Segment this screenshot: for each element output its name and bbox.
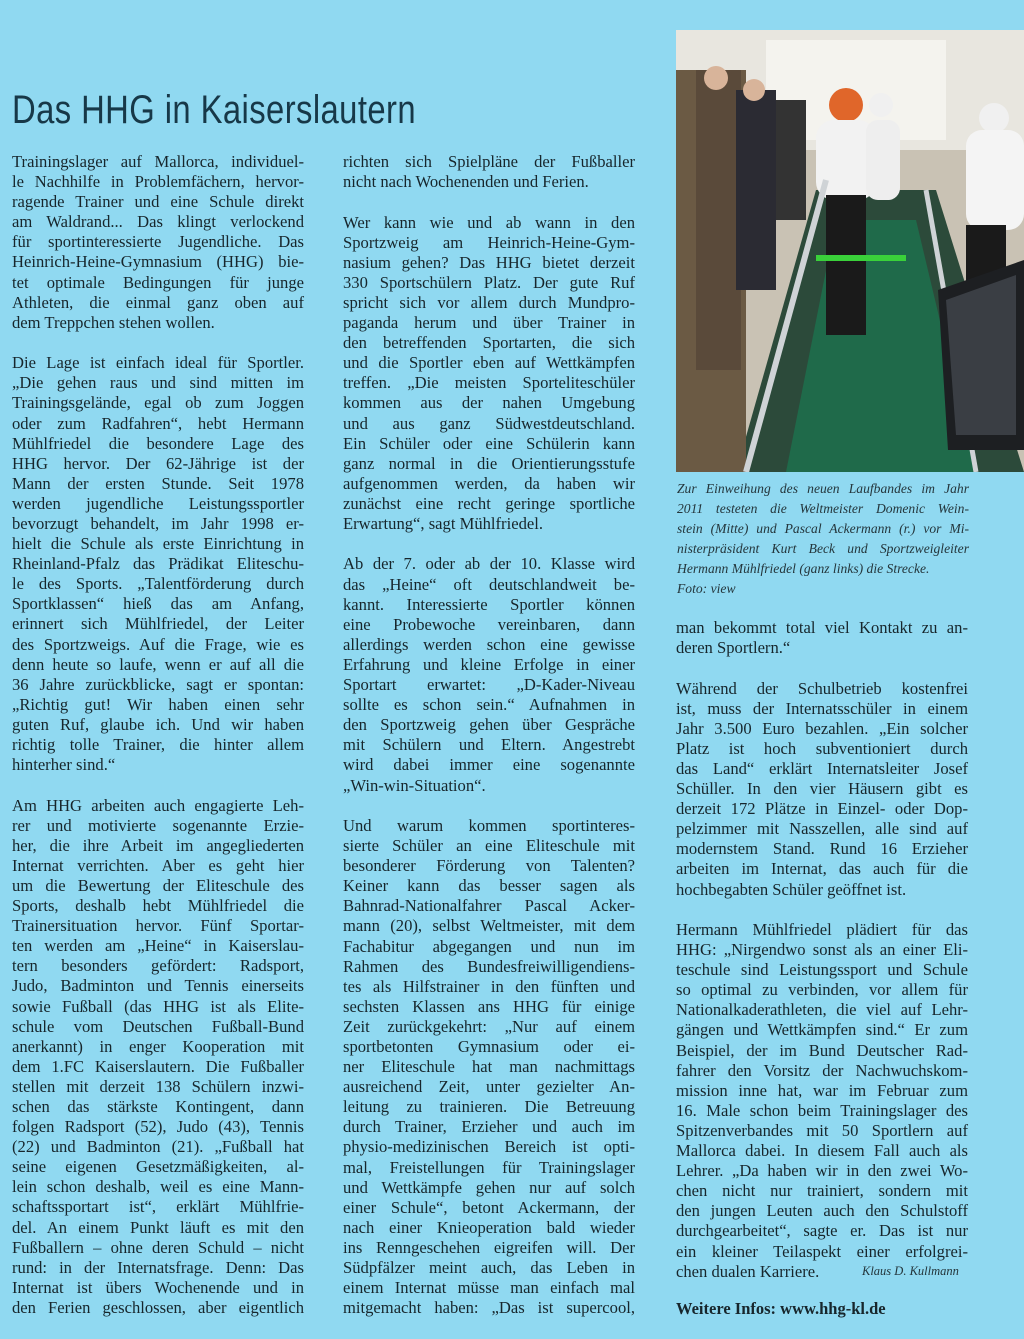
text-line: „Die gehen raus und sind mitten im	[12, 373, 304, 393]
text-line: Bahnrad-Nationalfahrer Pascal Acker-	[343, 896, 635, 916]
text-line: paganda herum und über Trainer in	[343, 313, 635, 333]
text-line: am Waldrand... Das klingt verlockend	[12, 212, 304, 232]
text-line: zunächst eine recht geringe sportliche	[343, 493, 635, 513]
text-line: (22) und Badminton (21). „Fußball hat	[12, 1137, 304, 1157]
text-line: kannt. Interessierte Sportler können	[343, 594, 635, 614]
text-line: werden jugendliche Leistungssportler	[12, 493, 304, 513]
text-line: mal, Freistellungen für Trainingslager	[343, 1157, 635, 1177]
text-line: sportbetonten Gymnasium oder ei-	[343, 1037, 635, 1057]
text-line: man bekommt total viel Kontakt zu an-	[676, 618, 968, 637]
paragraph	[343, 152, 635, 192]
text-line: stellen mit derzeit 138 Schülern inzwi-	[12, 1076, 304, 1096]
text-line: um die Bewertung der Eliteschule des	[12, 875, 304, 895]
text-line: Rahmen des Bundesfreiwilligendiens-	[343, 956, 635, 976]
text-line: modernstem Stand. Rund 16 Erzieher	[676, 839, 968, 859]
text-line: le Nachhilfe in Problemfächern, hervor-	[12, 172, 304, 192]
text-line: so optimal zu verbinden, vor allem für	[676, 980, 968, 1000]
text-line: mission inne hat, war im Februar zum	[676, 1080, 968, 1100]
text-line: Zeit zurückgekehrt: „Nur auf einem	[343, 1016, 635, 1036]
text-line: HHG: „Nirgendwo sonst als an einer Eli-	[676, 940, 968, 960]
text-line: das Land“ erklärt Internatsleiter Josef	[676, 758, 968, 778]
text-line: ten werden am „Heine“ in Kaiserslau-	[12, 936, 304, 956]
text-line: ist, muss der Internatsschüler in einem	[676, 698, 968, 718]
text-line: Mühlfriedel die besondere Lage des	[12, 433, 304, 453]
caption-line: Hermann Mühlfriedel (ganz links) die Strecke.	[677, 561, 930, 576]
caption-line: Zur Einweihung des neuen Laufbandes im Jahr	[677, 481, 969, 496]
text-line: Fachabitur abgegangen und nun im	[343, 936, 635, 956]
text-line: Trainersituation hervor. Fünf Sportar-	[12, 916, 304, 936]
text-line: Schüller. In den vier Häusern gibt es	[676, 779, 968, 799]
text-line: Sportart erwartet: „D-Kader-Niveau	[343, 675, 635, 695]
text-line: und die Sportler eben auf Wettkämpfen	[343, 353, 635, 373]
paragraph	[343, 816, 635, 1318]
text-line: richten sich Spielpläne der Fußballer	[343, 152, 635, 171]
text-line: Platz ist hoch subventioniert durch	[676, 738, 968, 758]
text-line: bevorzugt behandelt, im Jahr 1998 er-	[12, 513, 304, 533]
article-column-1	[12, 152, 304, 1338]
text-line: fahrer den Vorsitz der Nachwuchskom-	[676, 1060, 968, 1080]
more-info-link[interactable]: Weitere Infos: www.hhg-kl.de	[676, 1299, 886, 1318]
text-line: hielt die Schule als erste Einrichtung in	[12, 534, 304, 554]
text-line: nicht nach Wochenenden und Ferien.	[343, 172, 589, 192]
article-headline: Das HHG in Kaiserslautern	[12, 88, 417, 132]
text-line: Trainingsgelände, egal ob zum Joggen	[12, 393, 304, 413]
text-line: Sports, deshalb hebt Mühlfriedel die	[12, 896, 304, 916]
photo-caption	[677, 479, 969, 599]
text-line: Beispiel, der im Bund Deutscher Rad-	[676, 1040, 968, 1060]
text-line: den Sportzweig gehen über Gespräche	[343, 715, 635, 735]
paragraph	[676, 920, 968, 1282]
text-line: hochbegabten Schüler geöffnet ist.	[676, 879, 907, 899]
paragraph	[343, 213, 635, 535]
text-line: sollte es schon sein.“ Aufnahmen in	[343, 695, 635, 715]
text-line: Fußballern – ohne deren Schuld – nicht	[12, 1237, 304, 1257]
text-line: lein schon deshalb, weil es eine Mann-	[12, 1177, 304, 1197]
text-line: chen nicht nur trainiert, sondern mit	[676, 1181, 968, 1201]
text-line: her, die ihre Arbeit im angegliederten	[12, 835, 304, 855]
text-line: besonderer Förderung von Talenten?	[343, 856, 635, 876]
text-line: mit Schülern und Eltern. Angestrebt	[343, 735, 635, 755]
text-line: durch Trainer, Erzieher und auch im	[343, 1117, 635, 1137]
text-line: den Ferien geschlossen, aber eigentlich	[12, 1297, 304, 1317]
paragraph	[343, 554, 635, 795]
text-line: Heinrich-Heine-Gymnasium (HHG) bie-	[12, 252, 304, 272]
text-line: eine Probewoche vereinbaren, dann	[343, 614, 635, 634]
text-line: tet optimale Bedingungen für junge	[12, 272, 304, 292]
text-line: ganz normal in die Orientierungsstufe	[343, 453, 635, 473]
text-line: seine eigenen Gesetzmäßigkeiten, al-	[12, 1157, 304, 1177]
text-line: Südpfälzer meint auch, das Leben in	[343, 1258, 635, 1278]
paragraph	[676, 679, 968, 900]
text-line: chen dualen Karriere.	[676, 1261, 820, 1281]
paragraph	[676, 618, 968, 658]
text-line: durchgearbeitet“, sagte er. Das ist nur	[676, 1221, 968, 1241]
text-line: Mallorca dabei. In diesem Fall auch als	[676, 1141, 968, 1161]
article-column-2	[343, 152, 635, 1339]
text-line: den betreffenden Sportarten, die sich	[343, 333, 635, 353]
cyclists-treadmill-photo	[676, 30, 1024, 472]
text-line: Ein Schüler oder eine Schülerin kann	[343, 433, 635, 453]
caption-line: stein (Mitte) und Pascal Ackermann (r.) vor Mi-	[677, 521, 969, 536]
text-line: Am HHG arbeiten auch engagierte Leh-	[12, 795, 304, 815]
text-line: teschule sind Leistungssport und Schule	[676, 960, 968, 980]
text-line: tes als Hilfstrainer in den fünften und	[343, 976, 635, 996]
text-line: Sportklassen“ hieß das am Anfang,	[12, 594, 304, 614]
text-line: kommen aus der nahen Umgebung	[343, 393, 635, 413]
text-line: Während der Schulbetrieb kostenfrei	[676, 678, 968, 698]
text-line: Erwartung“, sagt Mühlfriedel.	[343, 513, 543, 533]
text-line: deren Sportlern.“	[676, 638, 791, 658]
text-line: das „Heine“ oft deutschlandweit be-	[343, 574, 635, 594]
paragraph	[12, 353, 304, 775]
article-column-3	[676, 618, 968, 1302]
caption-line: Foto: view	[677, 581, 736, 596]
text-line: schen das stärkste Kontingent, dann	[12, 1097, 304, 1116]
text-line: hinterher sind.“	[12, 755, 116, 775]
text-line: einem Internat müsse man einfach mal	[343, 1278, 635, 1298]
text-line: erinnert sich Mühlfriedel, der Leiter	[12, 614, 304, 634]
text-line: treffen. „Die meisten Sporteliteschüler	[343, 373, 635, 393]
text-line: rund: in der Internatsfrage. Denn: Das	[12, 1257, 304, 1277]
text-line: ragende Trainer und eine Schule direkt	[12, 192, 304, 212]
text-line: nach einer Knieoperation bald wieder	[343, 1217, 635, 1237]
text-line: Trainingslager auf Mallorca, individuel-	[12, 152, 304, 171]
text-line: Athleten, die einmal ganz oben auf	[12, 292, 304, 312]
text-line: schule vom Deutschen Fußball-Bund	[12, 1016, 304, 1036]
text-line: „Win-win-Situation“.	[343, 775, 486, 795]
text-line: richtig tolle Trainer, die hinter allem	[12, 735, 304, 755]
text-line: sechsten Klassen ans HHG für einige	[343, 996, 635, 1016]
text-line: tern besonders gefördert: Radsport,	[12, 956, 304, 976]
text-line: 330 Sportschülern Platz. Der gute Ruf	[343, 272, 635, 292]
text-line: gängen und Wettkämpfen sind.“ Er zum	[676, 1020, 968, 1040]
text-line: le des Sports. „Talentförderung durch	[12, 574, 304, 594]
text-line: des Sportzweigs. Auf die Frage, wie es	[12, 634, 304, 654]
text-line: ein kleiner Teilaspekt einer erfolgrei-	[676, 1241, 968, 1261]
text-line: mitgemacht haben: „Das ist supercool,	[343, 1298, 635, 1318]
text-line: physio-medizinischen Bereich ist opti-	[343, 1137, 635, 1157]
text-line: ins Renngeschehen eigreifen will. Der	[343, 1237, 635, 1257]
text-line: Mann der ersten Stunde. Seit 1978	[12, 473, 304, 493]
caption-line: 2011 testeten die Weltmeister Domenic Wein-	[677, 501, 969, 516]
text-line: Und warum kommen sportinteres-	[343, 815, 635, 835]
author-credit: Klaus D. Kullmann	[862, 1264, 959, 1278]
text-line: anerkannt) in enger Kooperation mit	[12, 1036, 304, 1056]
text-line: Ab der 7. oder ab der 10. Klasse wird	[343, 554, 635, 574]
text-line: wird dabei immer eine sogenannte	[343, 755, 635, 775]
text-line: rer und motivierte sogenannte Erzie-	[12, 815, 304, 835]
text-line: dem Treppchen stehen wollen.	[12, 312, 215, 332]
paragraph	[12, 796, 304, 1318]
text-line: Jahr 3.500 Euro bezahlen. „Ein solcher	[676, 718, 968, 738]
article-photo	[676, 30, 1024, 472]
text-line: allerdings werden schon eine gewisse	[343, 634, 635, 654]
text-line: und aus ganz Südwestdeutschland.	[343, 413, 635, 433]
text-line: Nationalkaderathleten, die viel auf Lehr-	[676, 1000, 968, 1020]
text-line: dem 1.FC Kaiserslautern. Die Fußballer	[12, 1056, 304, 1076]
text-line: Erfahrung und kleine Erfolge in einer	[343, 654, 635, 674]
text-line: aufgenommen werden, da haben wir	[343, 473, 635, 493]
caption-line: nisterpräsident Kurt Beck und Sportzweigleiter	[677, 541, 969, 556]
text-line: Internat verrichten. Aber es geht hier	[12, 855, 304, 875]
text-line: ausreichend Zeit, unter gezielter An-	[343, 1077, 635, 1097]
text-line: pelzimmer mit Nasszellen, alle sind auf	[676, 819, 968, 839]
text-line: nasium gehen? Das HHG bietet derzeit	[343, 252, 635, 272]
text-line: Spitzenverbandes mit 50 Sportlern auf	[676, 1120, 968, 1140]
text-line: und Wettkämpfe gehen nur auf solch	[343, 1177, 635, 1197]
text-line: 36 Jahre zurückblicke, sagt er spontan:	[12, 674, 304, 694]
text-line: Sportzweig am Heinrich-Heine-Gym-	[343, 232, 635, 252]
text-line: oder zum Radfahren“, hebt Hermann	[12, 413, 304, 433]
text-line: schaftssportart ist“, erklärt Mühlfrie-	[12, 1197, 304, 1217]
text-line: mann (20), selbst Weltmeister, mit dem	[343, 916, 635, 936]
text-line: Keiner kann das besser sagen als	[343, 876, 635, 896]
text-line: sowie Fußball (das HHG ist als Elite-	[12, 996, 304, 1016]
text-line: Judo, Badminton und Tennis einerseits	[12, 976, 304, 996]
text-line: guten Ruf, glaube ich. Und wir haben	[12, 714, 304, 734]
text-line: Wer kann wie und ab wann in den	[343, 212, 635, 232]
text-line: einer Schule“, betont Ackermann, der	[343, 1197, 635, 1217]
paragraph	[12, 152, 304, 333]
text-line: Hermann Mühlfriedel plädiert für das	[676, 920, 968, 939]
text-line: arbeiten im Internat, das auch für die	[676, 859, 968, 879]
text-line: den jungen Leuten auch den Schulstoff	[676, 1201, 968, 1221]
text-line: Lehrer. „Da haben wir in den zwei Wo-	[676, 1161, 968, 1181]
text-line: derzeit 172 Plätze in Einzel- oder Dop-	[676, 799, 968, 819]
text-line: leitung zu trainieren. Die Betreuung	[343, 1097, 635, 1117]
text-line: HHG hervor. Der 62-Jährige ist der	[12, 453, 304, 473]
text-line: Die Lage ist einfach ideal für Sportler.	[12, 353, 304, 373]
text-line: Rheinland-Pfalz das Prädikat Eliteschu-	[12, 554, 304, 574]
text-line: für sportinteressierte Jugendliche. Das	[12, 232, 304, 252]
text-line: del. An einem Punkt läuft es mit den	[12, 1217, 304, 1237]
text-line: Internat ist übers Wochenende und in	[12, 1277, 304, 1297]
text-line: folgen Radsport (52), Judo (43), Tennis	[12, 1117, 304, 1137]
text-line: 16. Male schon beim Trainingslager des	[676, 1100, 968, 1120]
text-line: „Richtig gut! Wir haben einen sehr	[12, 694, 304, 714]
text-line: ner Eliteschule hat man nachmittags	[343, 1057, 635, 1077]
text-line: sierte Schüler an eine Eliteschule mit	[343, 836, 635, 856]
text-line: spricht sich vor allem durch Mundpro-	[343, 292, 635, 312]
text-line: denn heute so laufe, wenn er auf all die	[12, 654, 304, 674]
